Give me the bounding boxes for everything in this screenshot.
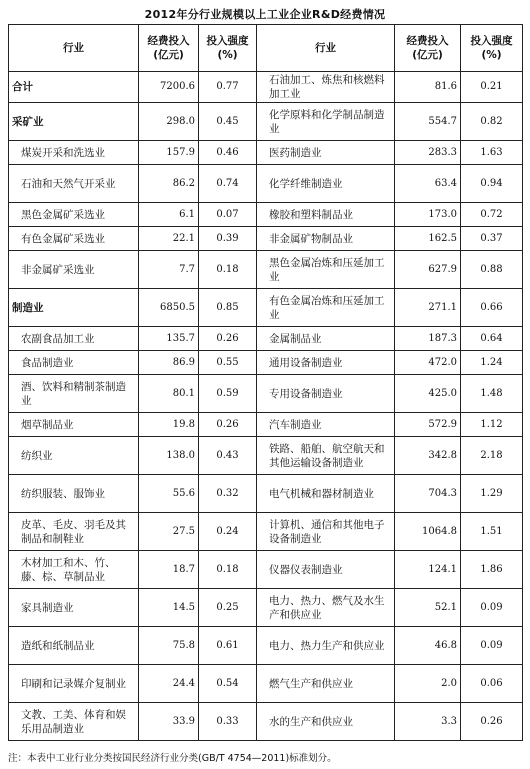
industry-name: 铁路、船舶、航空航天和其他运输设备制造业 xyxy=(257,437,395,475)
intensity-value: 0.54 xyxy=(199,665,257,703)
table-title: 2012年分行业规模以上工业企业R&D经费情况 xyxy=(144,8,386,21)
funding-value: 2.0 xyxy=(395,665,461,703)
industry-name: 汽车制造业 xyxy=(257,413,395,437)
header-intensity-left xyxy=(199,25,257,72)
intensity-value: 0.26 xyxy=(199,413,257,437)
intensity-value: 1.51 xyxy=(461,513,523,551)
intensity-value: 1.48 xyxy=(461,375,523,413)
funding-value: 18.7 xyxy=(139,551,199,589)
intensity-value: 0.45 xyxy=(199,103,257,141)
table-row xyxy=(9,589,523,627)
intensity-value: 0.74 xyxy=(199,165,257,203)
industry-name: 石油加工、炼焦和核燃料加工业 xyxy=(257,72,395,103)
table-row xyxy=(9,627,523,665)
intensity-value: 0.43 xyxy=(199,437,257,475)
intensity-value: 0.21 xyxy=(461,72,523,103)
intensity-value: 1.12 xyxy=(461,413,523,437)
funding-value: 7.7 xyxy=(139,251,199,289)
table-row xyxy=(9,351,523,375)
funding-value: 6850.5 xyxy=(139,289,199,327)
table-row xyxy=(9,103,523,141)
funding-value: 283.3 xyxy=(395,141,461,165)
table-row xyxy=(9,413,523,437)
industry-name: 酒、饮料和精制茶制造业 xyxy=(9,375,139,413)
funding-value: 86.2 xyxy=(139,165,199,203)
industry-name: 食品制造业 xyxy=(9,351,139,375)
industry-name: 有色金属冶炼和压延加工业 xyxy=(257,289,395,327)
funding-value: 173.0 xyxy=(395,203,461,227)
funding-value: 22.1 xyxy=(139,227,199,251)
header-intensity-right xyxy=(461,25,523,72)
table-row xyxy=(9,251,523,289)
funding-value: 33.9 xyxy=(139,703,199,741)
industry-name: 木材加工和木、竹、藤、棕、草制品业 xyxy=(9,551,139,589)
funding-value: 27.5 xyxy=(139,513,199,551)
intensity-value: 0.59 xyxy=(199,375,257,413)
industry-name: 造纸和纸制品业 xyxy=(9,627,139,665)
industry-name: 皮革、毛皮、羽毛及其制品和制鞋业 xyxy=(9,513,139,551)
funding-value: 135.7 xyxy=(139,327,199,351)
industry-name: 纺织业 xyxy=(9,437,139,475)
industry-name: 纺织服装、服饰业 xyxy=(9,475,139,513)
funding-value: 572.9 xyxy=(395,413,461,437)
table-row xyxy=(9,475,523,513)
table-row xyxy=(9,289,523,327)
intensity-value: 0.09 xyxy=(461,589,523,627)
industry-name: 医药制造业 xyxy=(257,141,395,165)
header-intensity-label: 投入强度 xyxy=(206,35,249,47)
footnote: 注：本表中工业行业分类按国民经济行业分类(GB/T 4754—2011)标准划分。 xyxy=(8,753,337,764)
funding-value: 19.8 xyxy=(139,413,199,437)
intensity-value: 0.88 xyxy=(461,251,523,289)
header-intensity-unit: (%) xyxy=(217,49,238,61)
funding-value: 7200.6 xyxy=(139,72,199,103)
funding-value: 81.6 xyxy=(395,72,461,103)
funding-value: 52.1 xyxy=(395,589,461,627)
intensity-value: 0.24 xyxy=(199,513,257,551)
funding-value: 157.9 xyxy=(139,141,199,165)
intensity-value: 1.29 xyxy=(461,475,523,513)
industry-name: 非金属矿物制品业 xyxy=(257,227,395,251)
funding-value: 80.1 xyxy=(139,375,199,413)
industry-name: 黑色金属矿采选业 xyxy=(9,203,139,227)
funding-value: 472.0 xyxy=(395,351,461,375)
funding-value: 46.8 xyxy=(395,627,461,665)
industry-name: 燃气生产和供应业 xyxy=(257,665,395,703)
table-row xyxy=(9,665,523,703)
industry-name: 印刷和记录媒介复制业 xyxy=(9,665,139,703)
rd-funding-table xyxy=(8,24,523,741)
industry-name: 有色金属矿采选业 xyxy=(9,227,139,251)
funding-value: 3.3 xyxy=(395,703,461,741)
funding-value: 6.1 xyxy=(139,203,199,227)
header-industry-left: 行业 xyxy=(9,25,139,72)
industry-name: 农副食品加工业 xyxy=(9,327,139,351)
industry-name: 电气机械和器材制造业 xyxy=(257,475,395,513)
funding-value: 554.7 xyxy=(395,103,461,141)
industry-name: 煤炭开采和洗选业 xyxy=(9,141,139,165)
industry-name: 化学纤维制造业 xyxy=(257,165,395,203)
intensity-value: 1.86 xyxy=(461,551,523,589)
funding-value: 162.5 xyxy=(395,227,461,251)
industry-name: 计算机、通信和其他电子设备制造业 xyxy=(257,513,395,551)
industry-name: 合计 xyxy=(9,72,139,103)
industry-name: 石油和天然气开采业 xyxy=(9,165,139,203)
header-funding-unit: (亿元) xyxy=(412,49,443,61)
industry-name: 制造业 xyxy=(9,289,139,327)
industry-name: 电力、热力生产和供应业 xyxy=(257,627,395,665)
funding-value: 55.6 xyxy=(139,475,199,513)
table-row xyxy=(9,327,523,351)
intensity-value: 0.46 xyxy=(199,141,257,165)
industry-name: 专用设备制造业 xyxy=(257,375,395,413)
intensity-value: 0.39 xyxy=(199,227,257,251)
intensity-value: 0.82 xyxy=(461,103,523,141)
industry-name: 电力、热力、燃气及水生产和供应业 xyxy=(257,589,395,627)
industry-name: 文教、工美、体育和娱乐用品制造业 xyxy=(9,703,139,741)
intensity-value: 0.55 xyxy=(199,351,257,375)
intensity-value: 0.77 xyxy=(199,72,257,103)
industry-name: 非金属矿采选业 xyxy=(9,251,139,289)
intensity-value: 0.61 xyxy=(199,627,257,665)
funding-value: 14.5 xyxy=(139,589,199,627)
industry-name: 烟草制品业 xyxy=(9,413,139,437)
funding-value: 1064.8 xyxy=(395,513,461,551)
table-row xyxy=(9,513,523,551)
table-row xyxy=(9,165,523,203)
intensity-value: 0.09 xyxy=(461,627,523,665)
intensity-value: 0.32 xyxy=(199,475,257,513)
industry-name: 水的生产和供应业 xyxy=(257,703,395,741)
table-row xyxy=(9,203,523,227)
funding-value: 271.1 xyxy=(395,289,461,327)
intensity-value: 0.64 xyxy=(461,327,523,351)
intensity-value: 2.18 xyxy=(461,437,523,475)
intensity-value: 0.94 xyxy=(461,165,523,203)
header-funding-left xyxy=(139,25,199,72)
funding-value: 627.9 xyxy=(395,251,461,289)
industry-name: 橡胶和塑料制品业 xyxy=(257,203,395,227)
funding-value: 124.1 xyxy=(395,551,461,589)
intensity-value: 0.18 xyxy=(199,551,257,589)
funding-value: 187.3 xyxy=(395,327,461,351)
intensity-value: 0.66 xyxy=(461,289,523,327)
intensity-value: 1.24 xyxy=(461,351,523,375)
header-funding-right xyxy=(395,25,461,72)
intensity-value: 0.33 xyxy=(199,703,257,741)
industry-name: 化学原料和化学制品制造业 xyxy=(257,103,395,141)
industry-name: 金属制品业 xyxy=(257,327,395,351)
funding-value: 24.4 xyxy=(139,665,199,703)
intensity-value: 0.07 xyxy=(199,203,257,227)
intensity-value: 0.85 xyxy=(199,289,257,327)
table-row xyxy=(9,551,523,589)
funding-value: 86.9 xyxy=(139,351,199,375)
intensity-value: 1.63 xyxy=(461,141,523,165)
intensity-value: 0.37 xyxy=(461,227,523,251)
funding-value: 425.0 xyxy=(395,375,461,413)
table-row xyxy=(9,141,523,165)
intensity-value: 0.26 xyxy=(199,327,257,351)
header-funding-label: 经费投入 xyxy=(147,35,190,47)
funding-value: 342.8 xyxy=(395,437,461,475)
funding-value: 75.8 xyxy=(139,627,199,665)
industry-name: 家具制造业 xyxy=(9,589,139,627)
intensity-value: 0.25 xyxy=(199,589,257,627)
table-row xyxy=(9,227,523,251)
header-industry-right: 行业 xyxy=(257,25,395,72)
header-intensity-label: 投入强度 xyxy=(470,35,513,47)
header-funding-label: 经费投入 xyxy=(406,35,449,47)
industry-name: 通用设备制造业 xyxy=(257,351,395,375)
header-intensity-unit: (%) xyxy=(481,49,502,61)
intensity-value: 0.72 xyxy=(461,203,523,227)
table-row xyxy=(9,437,523,475)
industry-name: 黑色金属冶炼和压延加工业 xyxy=(257,251,395,289)
funding-value: 138.0 xyxy=(139,437,199,475)
table-row xyxy=(9,72,523,103)
table-row xyxy=(9,703,523,741)
header-row xyxy=(9,25,523,72)
industry-name: 采矿业 xyxy=(9,103,139,141)
industry-name: 仪器仪表制造业 xyxy=(257,551,395,589)
header-funding-unit: (亿元) xyxy=(153,49,184,61)
intensity-value: 0.18 xyxy=(199,251,257,289)
table-row xyxy=(9,375,523,413)
funding-value: 63.4 xyxy=(395,165,461,203)
intensity-value: 0.26 xyxy=(461,703,523,741)
intensity-value: 0.06 xyxy=(461,665,523,703)
funding-value: 704.3 xyxy=(395,475,461,513)
funding-value: 298.0 xyxy=(139,103,199,141)
